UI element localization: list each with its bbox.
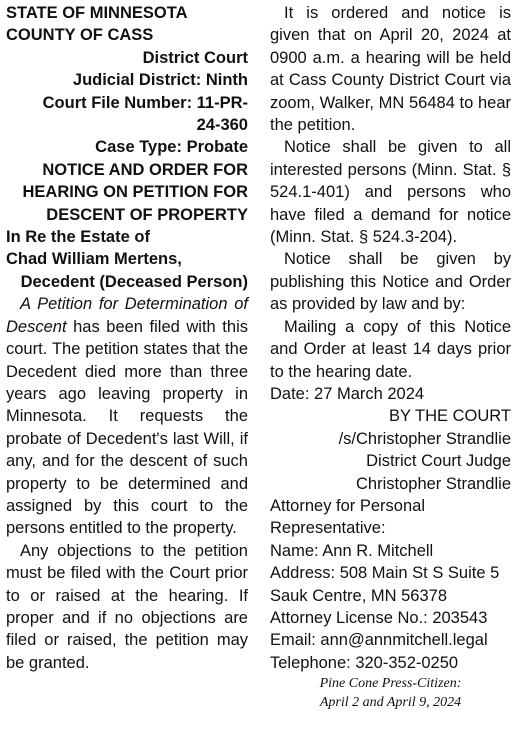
notice-persons-paragraph: Notice shall be given to all interested persons (Minn. Stat. § 524.1-401) and persons who have filed a demand for notice (Minn. Stat. § 524.3-204). <box>270 138 511 247</box>
attorney-name: Name: Ann R. Mitchell <box>270 541 434 560</box>
notice-title-2: HEARING ON PETITION FOR <box>22 183 248 202</box>
county-line: COUNTY OF CASS <box>6 26 154 45</box>
attorney-heading: Attorney for Personal Representative: <box>270 496 425 538</box>
hearing-paragraph: It is ordered and notice is given that on April 20, 2024 at 0900 a.m. a hearing will be held at Cass County District Court via zoom, Walker, MN 56484 to hear the petition. <box>270 4 511 135</box>
publication-dates: April 2 and April 9, 2024 <box>319 695 462 711</box>
right-column <box>270 2 511 712</box>
attorney-license: Attorney License No.: 203543 <box>270 608 488 627</box>
notice-title-1: NOTICE AND ORDER FOR <box>42 160 248 179</box>
district-line: Judicial District: Ninth <box>72 71 248 90</box>
objections-paragraph: Any objections to the petition must be filed with the Court prior to or raised at the hearing. If proper and if no objections are filed or raised, the petition may be granted. <box>6 541 248 672</box>
judge-signature: /s/Christopher Strandlie <box>338 429 511 448</box>
attorney-city: Sauk Centre, MN 56378 <box>270 586 448 605</box>
publishing-paragraph: Notice shall be given by publishing this Notice and Order as provided by law and by: <box>270 250 511 314</box>
attorney-address: Address: 508 Main St S Suite 5 <box>270 564 500 583</box>
left-column <box>6 2 248 674</box>
state-line: STATE OF MINNESOTA <box>6 4 188 22</box>
order-date: Date: 27 March 2024 <box>270 384 425 403</box>
mailing-paragraph: Mailing a copy of this Notice and Order at least 14 days prior to the hearing date. <box>270 317 511 381</box>
estate-name: Chad William Mertens, <box>6 250 182 269</box>
file-number-line-2: 24-360 <box>196 116 248 135</box>
in-re-line: In Re the Estate of <box>6 228 150 247</box>
notice-title-3: DESCENT OF PROPERTY <box>46 205 248 224</box>
file-number-line: Court File Number: 11-PR- <box>42 93 248 112</box>
attorney-email: Email: ann@annmitchell.legal <box>270 631 488 650</box>
judge-title: District Court Judge <box>366 452 511 471</box>
by-the-court: BY THE COURT <box>389 407 511 426</box>
petition-title: A Petition for Determination of Descent <box>6 295 248 336</box>
decedent-line: Decedent (Deceased Person) <box>20 272 248 291</box>
petition-text: has been filed with this court. The petition states that the Decedent died more than three years ago leaving property in Minnesota. It requests the probate of Decedent's last Will, if any, and for the descent of such property to be determined and assigned by this court to the persons entitled to the property. <box>6 317 248 538</box>
case-type-line: Case Type: Probate <box>95 138 248 157</box>
publication-name: Pine Cone Press-Citizen: <box>319 676 462 692</box>
court-line: District Court <box>142 48 248 67</box>
attorney-phone: Telephone: 320-352-0250 <box>270 653 459 672</box>
judge-name: Christopher Strandlie <box>356 474 511 493</box>
petition-paragraph <box>6 293 248 539</box>
